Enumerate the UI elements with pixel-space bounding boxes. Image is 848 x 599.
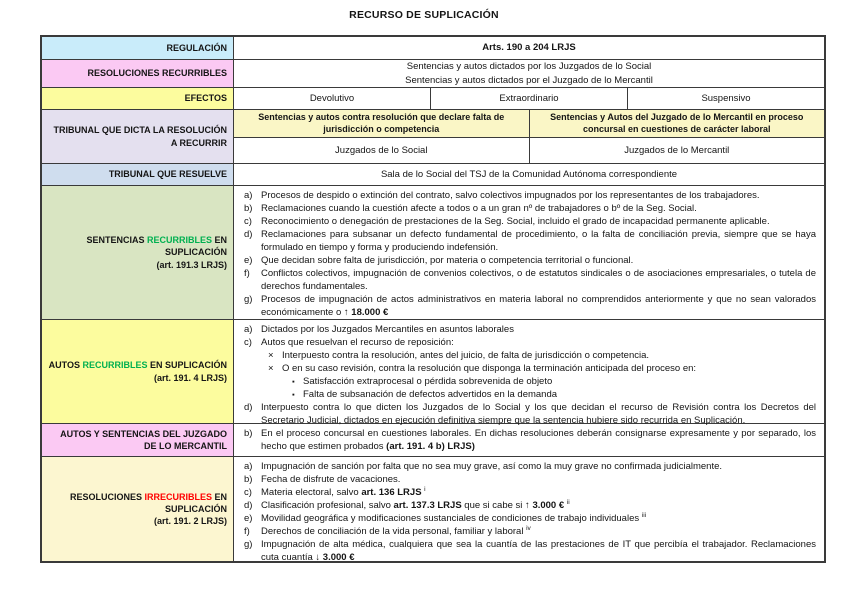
item-text: Interpuesto contra la resolución, antes del juicio, de falta de jurisdicción o competencia.	[282, 350, 650, 361]
item-text: Autos que resuelvan el recurso de reposición:	[261, 337, 454, 348]
item-marker: ×	[268, 363, 274, 374]
tribunal-resuelve-value: Sala de lo Social del TSJ de la Comunidad Autónoma correspondiente	[380, 168, 678, 180]
item-marker: d)	[244, 500, 253, 511]
row-label-resoluciones-recurribles: RESOLUCIONES RECURRIBLES	[42, 60, 234, 87]
list-item	[239, 375, 819, 388]
tribunal-dicta-col-social	[234, 110, 529, 163]
resoluciones-line-2: Sentencias y autos dictados por el Juzgado de lo Mercantil	[405, 74, 653, 86]
list-item	[239, 512, 819, 525]
list-item	[239, 486, 819, 499]
item-text: Procesos de despido o extinción del contrato, salvo colectivos impugnados por los representantes de los trabajadores.	[261, 190, 760, 201]
row-label-resoluciones-irrecurribles: RESOLUCIONES IRRECURIBLES EN SUPLICACIÓN (art. 191. 2 LRJS)	[42, 457, 234, 561]
item-marker: e)	[244, 513, 253, 524]
list-item	[239, 499, 819, 512]
row-label-tribunal-resuelve: TRIBUNAL QUE RESUELVE	[42, 164, 234, 185]
tribunal-dicta-header-mercantil: Sentencias y Autos del Juzgado de lo Mercantil en proceso concursal en cuestiones de carácter laboral	[530, 110, 825, 138]
item-marker: g)	[244, 294, 253, 305]
list-item	[239, 267, 819, 293]
resoluciones-line-1: Sentencias y autos dictados por los Juzgados de lo Social	[406, 61, 652, 73]
item-marker: ▪	[292, 390, 295, 399]
list-item	[239, 254, 819, 267]
row-label-sentencias-recurribles: SENTENCIAS RECURRIBLES EN SUPLICACIÓN (art. 191.3 LRJS)	[42, 186, 234, 319]
tribunal-dicta-value-social: Juzgados de lo Social	[335, 145, 428, 156]
item-marker: f)	[244, 526, 250, 537]
item-marker: c)	[244, 487, 252, 498]
list-item	[239, 525, 819, 538]
list-item	[239, 323, 819, 336]
row-autos-sentencias-mercantil	[42, 423, 824, 456]
row-sentencias-recurribles	[42, 185, 824, 319]
item-text: Materia electoral, salvo art. 136 LRJS $^i$	[261, 485, 426, 498]
list-item	[239, 388, 819, 401]
item-marker: b)	[244, 428, 253, 439]
list-item	[239, 215, 819, 228]
item-text: Fecha de disfrute de vacaciones.	[261, 474, 401, 485]
row-efectos	[42, 87, 824, 109]
item-marker: ▪	[292, 377, 295, 386]
regulacion-value: Arts. 190 a 204 LRJS	[482, 42, 576, 54]
page-title: RECURSO DE SUPLICACIÓN	[349, 9, 499, 21]
row-label-regulacion: REGULACIÓN	[42, 37, 234, 59]
item-marker: c)	[244, 337, 252, 348]
row-label-efectos: EFECTOS	[42, 88, 234, 109]
tribunal-dicta-col-mercantil	[529, 110, 825, 163]
resoluciones-recurribles-values	[234, 60, 824, 87]
list-item	[239, 189, 819, 202]
item-text: Que decidan sobre falta de jurisdicción, por materia o competencia territorial o funcional.	[261, 255, 634, 266]
item-text: Procesos de impugnación de actos administrativos en materia laboral no comprendidos anteriormente y que no sean valorados económicamente o ↑ 18.000 €	[261, 294, 816, 318]
item-marker: d)	[244, 402, 253, 413]
row-label-autos-sentencias-mercantil: AUTOS Y SENTENCIAS DEL JUZGADO DE LO MERCANTIL	[42, 424, 234, 456]
item-text: En el proceso concursal en cuestiones laborales. En dichas resoluciones deberán consignarse expresamente y por separado, los hecho que estimen probados (art. 191. 4 b) LRJS)	[261, 428, 816, 452]
row-tribunal-dicta	[42, 109, 824, 163]
item-marker: c)	[244, 216, 252, 227]
efecto-suspensivo: Suspensivo	[627, 88, 824, 109]
item-text: Interpuesto contra lo que dicten los Juzgados de lo Social y los que decidan el recurso de Revisión contra los Decretos del Secretario Judicial, dictados en ejecución definitiva siempre que la sentencia hubiere sido recurrida en Suplicación.	[261, 402, 816, 426]
row-resoluciones-irrecurribles	[42, 456, 824, 561]
list-item	[239, 538, 819, 564]
item-marker: d)	[244, 229, 253, 240]
item-marker: a)	[244, 461, 253, 472]
item-text: Falta de subsanación de defectos advertidos en la demanda	[303, 389, 558, 400]
item-marker: b)	[244, 474, 253, 485]
item-marker: f)	[244, 268, 250, 279]
suplicacion-table	[40, 35, 826, 563]
list-item	[239, 202, 819, 215]
tribunal-dicta-value-mercantil: Juzgados de lo Mercantil	[624, 145, 730, 156]
item-text: Reclamaciones cuando la cuestión afecte a todos o a un gran nº de trabajadores o bº de la Seg. Social.	[261, 203, 697, 214]
item-marker: g)	[244, 539, 253, 550]
row-label-autos-recurribles: AUTOS RECURRIBLES EN SUPLICACIÓN (art. 191. 4 LRJS)	[42, 320, 234, 423]
item-marker: e)	[244, 255, 253, 266]
item-text: Conflictos colectivos, impugnación de convenios colectivos, o de estatutos sindicales o de asociaciones empresariales, o tutela de derechos fundamentales.	[261, 268, 816, 292]
item-text: Dictados por los Juzgados Mercantiles en asuntos laborales	[261, 324, 514, 335]
item-text: Derechos de conciliación de la vida personal, familiar y laboral $^{iv}$	[261, 524, 531, 537]
row-autos-recurribles	[42, 319, 824, 426]
item-marker: b)	[244, 203, 253, 214]
item-text: Impugnación de alta médica, cualquiera que sea la cuantía de las prestaciones de IT que percibía el trabajador. Reclamaciones cuta cuantía ↓ 3.000 €	[261, 539, 816, 563]
item-text: Reconocimiento o denegación de prestaciones de la Seg. Social, incluido el grado de incapacidad permanente aplicable.	[261, 216, 770, 227]
item-text: Reclamaciones para subsanar un defecto fundamental de procedimiento, o la falta de conciliación previa, siempre que se haya formulado en tiempo y forma y produciendo indefensión.	[261, 229, 816, 253]
autos-recurribles-list	[234, 320, 824, 426]
list-item	[239, 336, 819, 349]
list-item	[239, 473, 819, 486]
row-label-tribunal-dicta: TRIBUNAL QUE DICTA LA RESOLUCIÓN A RECURRIR	[42, 110, 234, 163]
list-item	[239, 362, 819, 375]
list-item	[239, 349, 819, 362]
item-text: Clasificación profesional, salvo art. 137.3 LRJS que si cabe si ↑ 3.000 € $^{ii}$	[261, 498, 570, 511]
tribunal-dicta-header-social: Sentencias y autos contra resolución que declare falta de jurisdicción o competencia	[234, 110, 529, 138]
efecto-devolutivo: Devolutivo	[309, 92, 355, 104]
item-text: Impugnación de sanción por falta que no sea muy grave, así como la muy grave no confirmada judicialmente.	[261, 461, 723, 472]
autos-sentencias-mercantil-list	[234, 424, 824, 456]
item-text: Movilidad geográfica y modificaciones sustanciales de condiciones de trabajo individuales $^{iii}$	[261, 511, 647, 524]
efecto-extraordinario: Extraordinario	[430, 88, 627, 109]
list-item	[239, 228, 819, 254]
sentencias-recurribles-list	[234, 186, 824, 319]
row-regulacion	[42, 37, 824, 59]
row-resoluciones-recurribles	[42, 59, 824, 87]
item-text: Satisfacción extraprocesal o pérdida sobrevenida de objeto	[303, 376, 553, 387]
list-item	[239, 293, 819, 319]
item-text: O en su caso revisión, contra la resolución que disponga la terminación anticipada del proceso en:	[282, 363, 697, 374]
list-item	[239, 460, 819, 473]
item-marker: a)	[244, 324, 253, 335]
resoluciones-irrecurribles-list	[234, 457, 824, 561]
list-item	[239, 427, 819, 453]
row-tribunal-resuelve	[42, 163, 824, 185]
item-marker: ×	[268, 350, 274, 361]
item-marker: a)	[244, 190, 253, 201]
